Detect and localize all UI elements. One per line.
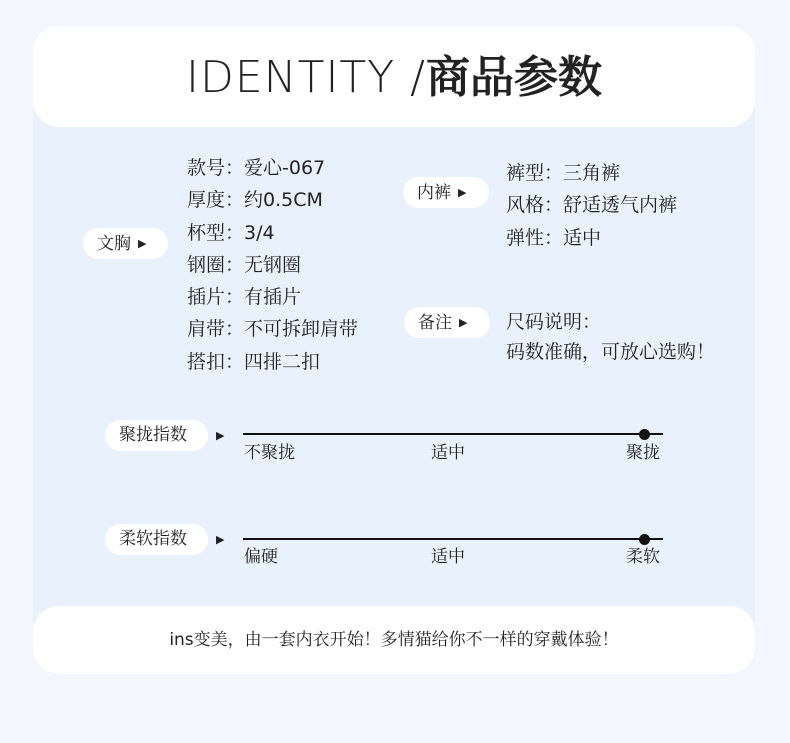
bra-spec-cup: 杯型：3/4	[187, 221, 275, 244]
bra-specs	[187, 152, 358, 378]
panties-spec-elasticity: 弹性：适中	[506, 226, 602, 249]
title-cn: 商品参数	[426, 52, 602, 103]
title-en: IDENTITY /	[186, 52, 426, 103]
push-up-index-tag	[105, 420, 208, 451]
push-up-index-label: 聚拢指数	[119, 425, 187, 445]
notes-line-1: 尺码说明：	[506, 311, 602, 333]
push-up-scale-marker	[639, 429, 650, 440]
softness-scale-marker	[639, 534, 650, 545]
triangle-right-icon: ▶	[216, 533, 225, 546]
softness-scale-left: 偏硬	[244, 547, 278, 567]
panties-tag-label: 内裤	[417, 183, 451, 203]
bra-spec-insert: 插片：有插片	[187, 286, 302, 309]
panties-spec-type: 裤型：三角裤	[506, 162, 621, 184]
panties-spec-style: 风格：舒适透气内裤	[506, 194, 678, 217]
bra-spec-underwire: 钢圈：无钢圈	[187, 253, 302, 276]
softness-scale-line	[243, 538, 663, 540]
header	[33, 26, 755, 127]
bra-tag	[83, 228, 168, 259]
triangle-right-icon: ▶	[459, 316, 468, 329]
push-up-scale-middle: 适中	[431, 443, 465, 463]
page-title	[33, 52, 755, 104]
bra-spec-thickness: 厚度：约0.5CM	[187, 189, 323, 212]
softness-index-label: 柔软指数	[119, 529, 187, 549]
bra-spec-model: 款号：爱心-067	[187, 157, 326, 179]
softness-scale-middle: 适中	[431, 547, 465, 567]
panties-tag	[403, 177, 489, 208]
softness-scale-right: 柔软	[626, 547, 660, 567]
bra-spec-clasp: 搭扣：四排二扣	[187, 350, 321, 373]
bra-tag-label: 文胸	[97, 234, 131, 254]
notes-tag	[404, 307, 490, 338]
panties-specs	[506, 157, 677, 254]
triangle-right-icon: ▶	[138, 237, 147, 250]
push-up-scale-left: 不聚拢	[244, 443, 295, 463]
push-up-scale-line	[243, 433, 663, 435]
notes-tag-label: 备注	[418, 313, 452, 333]
notes-line-2: 码数准确，可放心选购！	[506, 341, 716, 363]
softness-index-tag	[105, 524, 208, 555]
footer-banner	[33, 606, 755, 674]
notes-text	[506, 307, 715, 367]
triangle-right-icon: ▶	[458, 186, 467, 199]
bra-spec-strap: 肩带：不可拆卸肩带	[187, 318, 359, 341]
triangle-right-icon: ▶	[216, 429, 225, 442]
push-up-scale-right: 聚拢	[626, 443, 660, 463]
footer-slogan: ins变美，由一套内衣开始！多情猫给你不一样的穿戴体验！	[169, 630, 619, 650]
params-panel	[33, 26, 755, 674]
